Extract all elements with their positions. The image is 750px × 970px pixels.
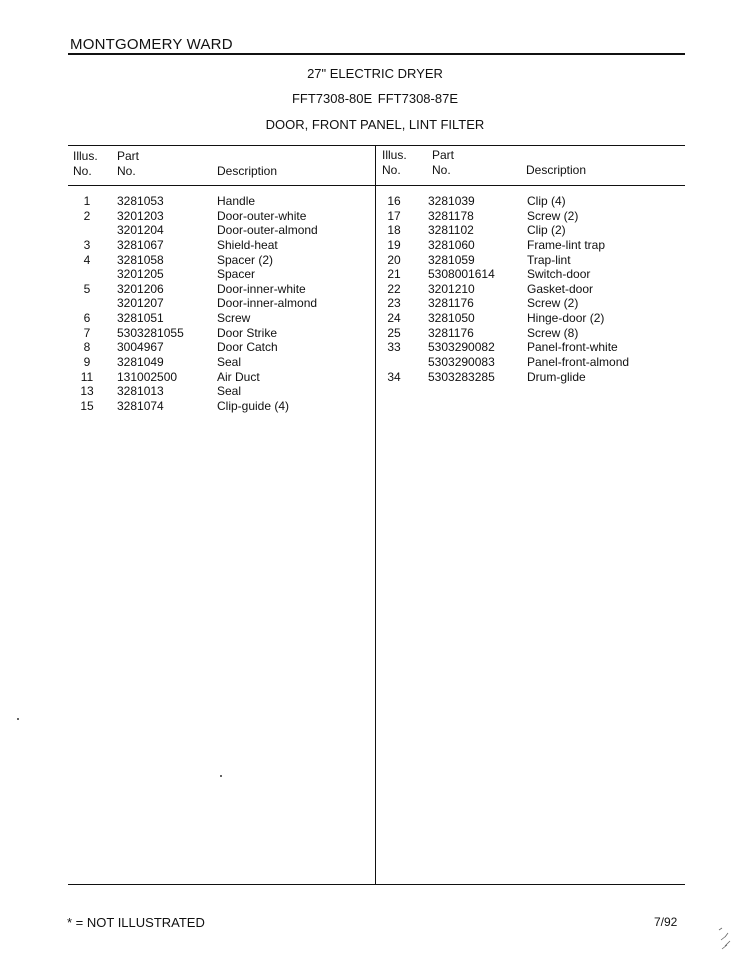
section-title: DOOR, FRONT PANEL, LINT FILTER <box>265 117 485 132</box>
part-description: Clip (4) <box>527 194 566 208</box>
part-number: 3004967 <box>117 340 164 355</box>
part-number: 3281176 <box>428 325 474 340</box>
illus-header-line1: Illus. <box>382 148 407 162</box>
part-description: Handle <box>217 194 256 208</box>
illus-number: 18 <box>387 223 401 238</box>
brand-name: MONTGOMERY WARD <box>70 36 233 53</box>
part-description: Panel-front-white <box>527 340 618 355</box>
part-number: 3281060 <box>428 237 475 252</box>
illus-number: 6 <box>83 311 91 326</box>
part-description: Clip (2) <box>527 223 566 238</box>
part-description: Screw <box>217 311 251 326</box>
part-number: 3281059 <box>428 252 475 267</box>
part-header-line1: Part <box>432 148 455 162</box>
revision-date: 7/92 <box>654 915 678 929</box>
illus-number: 3 <box>83 237 91 252</box>
part-number: 3281102 <box>428 223 474 238</box>
part-description: Switch-door <box>527 267 591 282</box>
part-number: 3201204 <box>117 223 164 238</box>
part-description: Seal <box>217 384 242 399</box>
right-illus-header <box>382 148 407 178</box>
part-description: Air Duct <box>217 369 260 384</box>
not-illustrated-note: * = NOT ILLUSTRATED <box>67 915 205 930</box>
illus-number: 24 <box>387 311 401 326</box>
illus-header-line2: No. <box>73 164 92 178</box>
part-description: Door-outer-white <box>217 208 307 223</box>
part-description: Door Strike <box>217 325 278 340</box>
part-number: 3281178 <box>428 208 474 223</box>
illus-number: 19 <box>387 237 401 252</box>
left-illus-header <box>73 149 98 179</box>
illus-number: 13 <box>80 384 94 399</box>
part-number: 3281058 <box>117 252 164 267</box>
left-part-header <box>117 149 139 179</box>
part-description: Frame-lint trap <box>527 237 606 252</box>
illus-number: 15 <box>80 398 94 413</box>
part-description: Door-inner-almond <box>217 296 318 311</box>
scan-mark-icon <box>716 924 738 952</box>
illus-number: 17 <box>387 208 401 223</box>
illus-number: 4 <box>83 252 91 267</box>
illus-number: 20 <box>387 252 401 267</box>
part-description: Drum-glide <box>527 369 586 384</box>
scan-speck <box>220 775 222 777</box>
column-divider <box>375 145 376 884</box>
table-top-rule <box>68 145 685 146</box>
illus-number: 5 <box>83 281 91 296</box>
illus-number: 1 <box>83 194 91 208</box>
part-description: Door-outer-almond <box>217 223 318 238</box>
part-number: 5303281055 <box>117 325 184 340</box>
part-description: Shield-heat <box>217 237 278 252</box>
part-number: 5303290082 <box>428 340 495 355</box>
part-number: 3201210 <box>428 281 475 296</box>
model-numbers: FFT7308-80E FFT7308-87E <box>291 91 459 106</box>
table-bottom-rule <box>68 884 685 885</box>
part-number: 3281067 <box>117 237 164 252</box>
part-description: Hinge-door (2) <box>527 311 605 326</box>
part-description: Seal <box>217 354 242 369</box>
part-number: 3281013 <box>117 384 164 399</box>
right-description-header: Description <box>526 163 587 177</box>
part-description: Gasket-door <box>527 281 594 296</box>
part-number: 3281049 <box>117 354 164 369</box>
part-number: 3281039 <box>428 194 475 208</box>
part-description: Door Catch <box>217 340 278 355</box>
illus-number: 23 <box>387 296 401 311</box>
illus-number: 8 <box>83 340 91 355</box>
part-description: Panel-front-almond <box>527 354 630 369</box>
illus-number: 2 <box>83 208 91 223</box>
illus-number: 11 <box>80 369 94 384</box>
part-number: 3201203 <box>117 208 164 223</box>
right-part-header <box>432 148 454 178</box>
part-number: 5303283285 <box>428 369 495 384</box>
part-number: 3281074 <box>117 398 164 413</box>
part-number: 3281176 <box>428 296 474 311</box>
part-header-line2: No. <box>117 164 136 178</box>
part-number: 3281051 <box>117 311 164 326</box>
part-description: Spacer <box>217 267 256 282</box>
part-number: 131002500 <box>117 369 178 384</box>
illus-number: 7 <box>83 325 91 340</box>
illus-number: 25 <box>387 325 401 340</box>
illus-header-line2: No. <box>382 163 401 177</box>
illus-number: 34 <box>387 369 401 384</box>
part-number: 3201207 <box>117 296 164 311</box>
top-rule <box>68 53 685 55</box>
illus-number: 9 <box>83 354 91 369</box>
illus-header-line1: Illus. <box>73 149 98 163</box>
illus-number: 16 <box>387 194 401 208</box>
part-description: Screw (2) <box>527 296 579 311</box>
product-title: 27" ELECTRIC DRYER <box>307 66 443 81</box>
part-number: 5308001614 <box>428 267 495 282</box>
scan-speck <box>17 718 19 720</box>
part-description: Clip-guide (4) <box>217 398 290 413</box>
part-description: Screw (8) <box>527 325 579 340</box>
part-header-line1: Part <box>117 149 140 163</box>
part-number: 3201206 <box>117 281 164 296</box>
part-description: Trap-lint <box>527 252 571 267</box>
header-bottom-rule <box>68 185 685 186</box>
illus-number: 22 <box>387 281 401 296</box>
left-description-header: Description <box>217 164 278 178</box>
part-number: 3281050 <box>428 311 475 326</box>
part-description: Door-inner-white <box>217 281 306 296</box>
part-number: 3201205 <box>117 267 164 282</box>
part-description: Spacer (2) <box>217 252 274 267</box>
illus-number: 33 <box>387 340 401 355</box>
part-number: 5303290083 <box>428 354 495 369</box>
illus-number: 21 <box>387 267 401 282</box>
part-header-line2: No. <box>432 163 451 177</box>
part-description: Screw (2) <box>527 208 579 223</box>
part-number: 3281053 <box>117 194 164 208</box>
